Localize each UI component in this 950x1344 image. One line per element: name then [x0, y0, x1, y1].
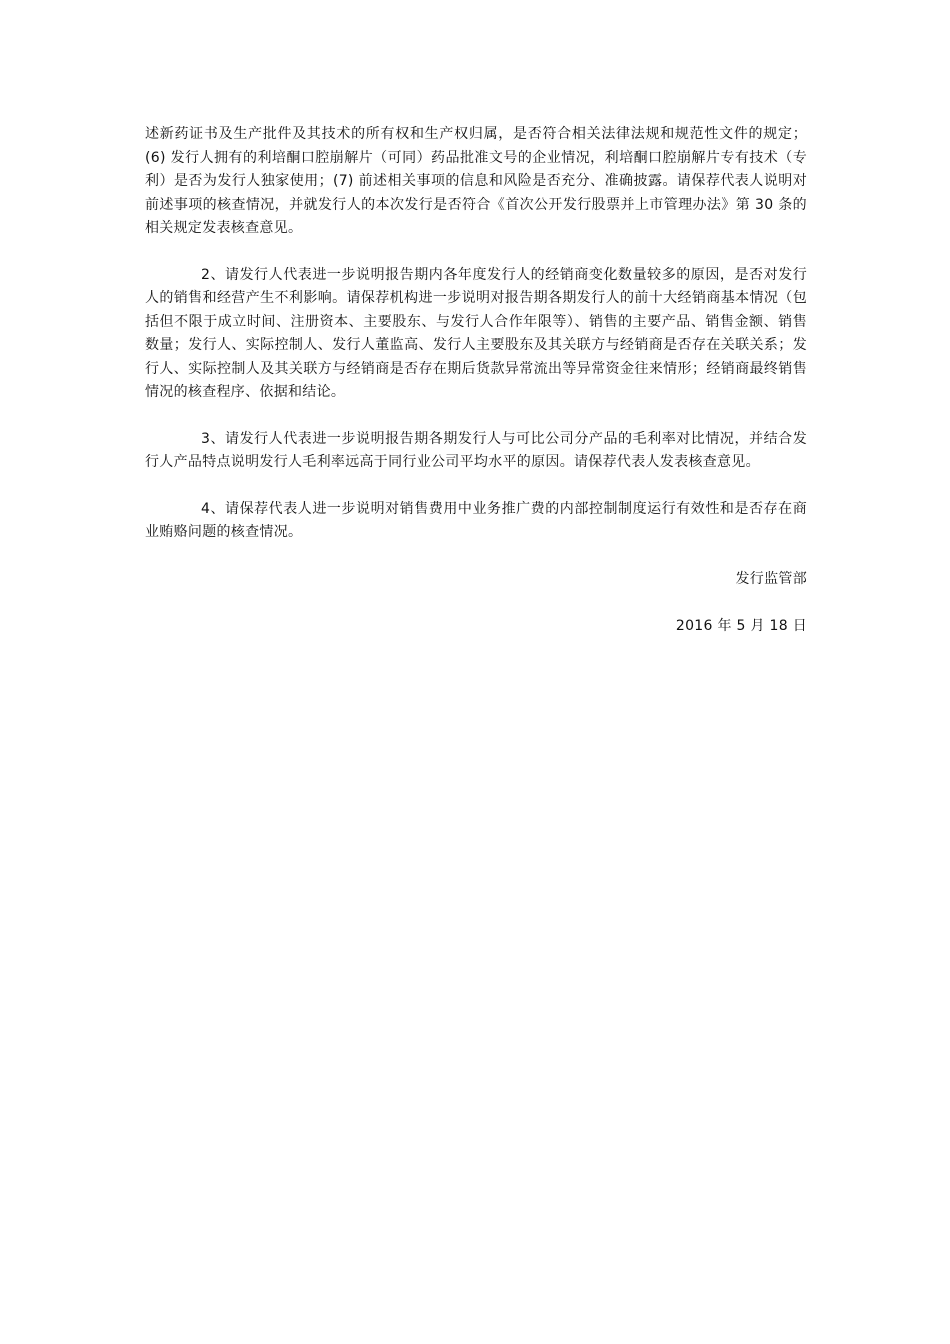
issuing-department: 发行监管部 — [735, 570, 807, 587]
paragraph-item-3: 3、请发行人代表进一步说明报告期各期发行人与可比公司分产品的毛利率对比情况，并结合发行人产品特点说明发行人毛利率远高于同行业公司平均水平的原因。请保荐代表人发表核查意见。 — [145, 430, 807, 470]
document-body — [145, 123, 807, 639]
paragraph-item-2: 2、请发行人代表进一步说明报告期内各年度发行人的经销商变化数量较多的原因，是否对发行人的销售和经营产生不利影响。请保荐机构进一步说明对报告期各期发行人的前十大经销商基本情况（包括但不限于成立时间、注册资本、主要股东、与发行人合作年限等）、销售的主要产品、销售金额、销售数量；发行人、实际控制人、发行人董监高、发行人主要股东及其关联方与经销商是否存在关联关系；发行人、实际控制人及其关联方与经销商是否存在期后货款异常流出等异常资金往来情形；经销商最终销售情况的核查程序、依据和结论。 — [145, 266, 807, 400]
issue-date: 2016 年 5 月 18 日 — [675, 618, 807, 634]
paragraph-continuation: 述新药证书及生产批件及其技术的所有权和生产权归属，是否符合相关法律法规和规范性文件的规定；(6) 发行人拥有的利培酮口腔崩解片（可同）药品批准文号的企业情况，利培酮口腔崩解片专有技术（专利）是否为发行人独家使用；(7) 前述相关事项的信息和风险是否充分、准确披露。请保荐代表人说明对前述事项的核查情况，并就发行人的本次发行是否符合《首次公开发行股票并上市管理办法》第 30 条的相关规定发表核查意见。 — [145, 126, 807, 236]
paragraph-item-4: 4、请保荐代表人进一步说明对销售费用中业务推广费的内部控制制度运行有效性和是否存在商业贿赂问题的核查情况。 — [145, 500, 807, 540]
